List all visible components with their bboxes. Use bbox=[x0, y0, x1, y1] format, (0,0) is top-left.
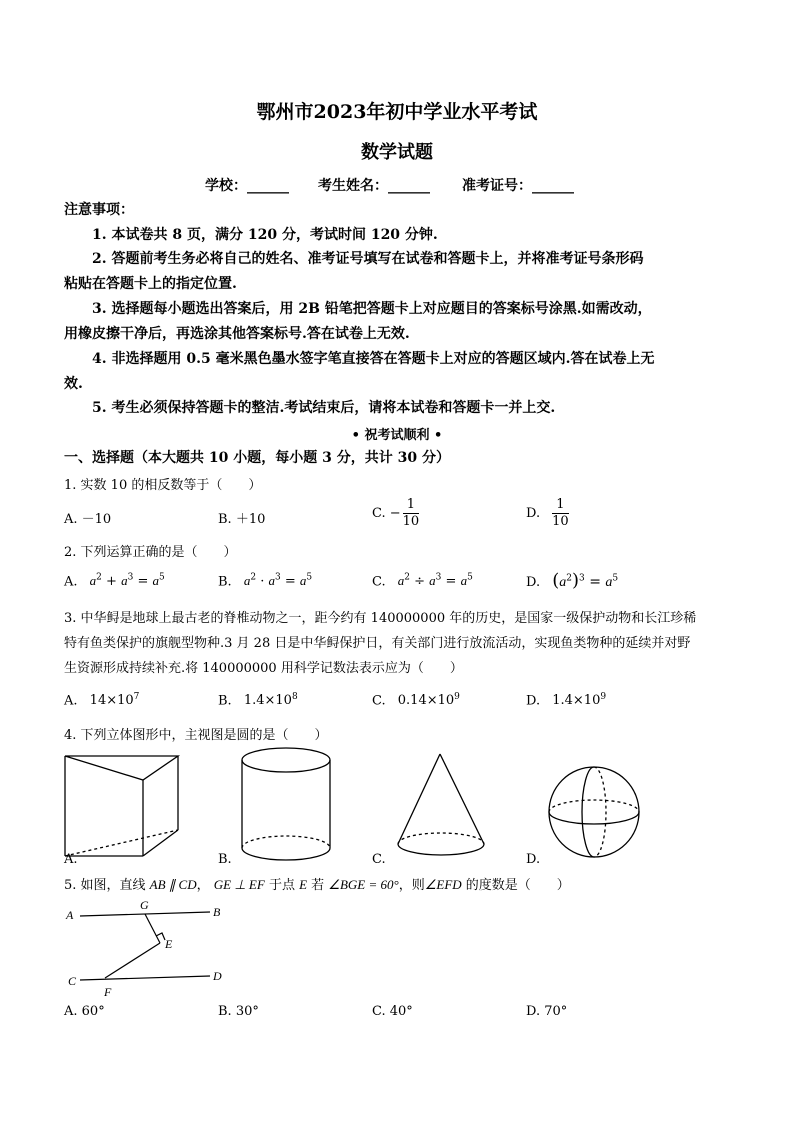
note-1: 1. 本试卷共 8 页，满分 120 分，考试时间 120 分钟. bbox=[92, 227, 438, 243]
q4-option-c[interactable]: C. bbox=[372, 852, 386, 867]
note-2-line1: 2. 答题前考生务必将自己的姓名、准考证号填写在试卷和答题卡上，并将准考证号条形码 bbox=[92, 251, 644, 267]
q2-d-label: D. bbox=[526, 575, 541, 590]
q5-angle-efd: ∠EFD bbox=[424, 877, 462, 892]
q3-stem-line3: 生资源形成持续补充.将 140000000 用科学记数法表示应为（ ） bbox=[64, 661, 463, 676]
cylinder-figure[interactable] bbox=[236, 744, 336, 866]
exam-title: 鄂州市2023年初中学业水平考试 bbox=[256, 101, 538, 123]
q1-stem: 1. 实数 10 的相反数等于（ ） bbox=[64, 478, 262, 493]
q2-option-c[interactable] bbox=[372, 573, 473, 589]
q1-d-numerator: 1 bbox=[552, 497, 569, 514]
q5-stem-part3: 于点 bbox=[264, 878, 300, 893]
q4-option-b[interactable]: B. bbox=[218, 852, 232, 867]
q5-point-e: E bbox=[299, 877, 308, 892]
q1-option-c-fraction bbox=[403, 497, 420, 530]
label-d: D bbox=[213, 969, 222, 983]
q3-option-d[interactable] bbox=[526, 692, 606, 708]
label-c: C bbox=[68, 974, 77, 988]
q2-d-expression: $(a^2)^3 = a^5$ bbox=[552, 570, 619, 591]
q3-c-base: 0.14×10 bbox=[397, 693, 455, 709]
q3-c-label: C. bbox=[372, 693, 386, 709]
q3-a-base: 14×10 bbox=[89, 693, 134, 709]
q2-stem: 2. 下列运算正确的是（ ） bbox=[64, 545, 237, 560]
q1-d-denominator: 10 bbox=[552, 514, 569, 529]
q1-c-denominator: 10 bbox=[402, 514, 420, 529]
q5-parallel-lines: AB ∥ CD bbox=[149, 877, 197, 892]
q3-a-exponent: 7 bbox=[133, 692, 140, 702]
label-g: G bbox=[140, 898, 149, 912]
label-b: B bbox=[213, 905, 221, 919]
q2-option-d[interactable] bbox=[526, 570, 618, 591]
q4-stem: 4. 下列立体图形中，主视图是圆的是（ ） bbox=[64, 728, 328, 743]
q3-d-base: 1.4×10 bbox=[552, 693, 601, 709]
q3-option-b[interactable] bbox=[218, 692, 298, 708]
q2-option-b[interactable] bbox=[218, 573, 312, 589]
q2-b-expression: $a^2 \cdot a^3 = a^5$ bbox=[243, 573, 313, 590]
note-5: 5. 考生必须保持答题卡的整洁.考试结束后，请将本试卷和答题卡一并上交. bbox=[92, 400, 556, 416]
q3-stem-line2: 特有鱼类保护的旗舰型物种.3 月 28 日是中华鲟保护日，有关部门进行放流活动，实现鱼类物种的延续并对野 bbox=[64, 636, 691, 651]
q3-option-c[interactable] bbox=[372, 692, 460, 708]
q3-c-exponent: 9 bbox=[454, 692, 460, 702]
q1-option-a[interactable]: A. －10 bbox=[64, 512, 112, 527]
name-field: 考生姓名：______ bbox=[318, 178, 430, 194]
q1-option-d[interactable] bbox=[526, 497, 569, 530]
note-2-line2: 粘贴在答题卡上的指定位置. bbox=[64, 276, 237, 292]
q5-stem bbox=[64, 874, 570, 893]
q1-c-numerator: 1 bbox=[403, 497, 420, 514]
note-4-line2: 效. bbox=[64, 376, 83, 392]
q5-stem-part2: ， bbox=[196, 878, 214, 893]
school-field: 学校：______ bbox=[205, 178, 289, 194]
label-e: E bbox=[165, 937, 173, 951]
label-a: A bbox=[66, 908, 74, 922]
q5-perpendicular: GE ⊥ EF bbox=[213, 877, 265, 892]
q4-option-d[interactable]: D. bbox=[526, 852, 541, 867]
q2-a-label: A. bbox=[64, 574, 78, 590]
q3-a-label: A. bbox=[64, 693, 78, 709]
q2-c-label: C. bbox=[372, 574, 386, 590]
q5-stem-part1: 5. 如图，直线 bbox=[64, 878, 150, 893]
q1-option-d-prefix: D. bbox=[526, 506, 541, 521]
q3-d-exponent: 9 bbox=[600, 692, 607, 702]
q1-option-d-fraction bbox=[552, 497, 569, 530]
exam-subtitle: 数学试题 bbox=[361, 142, 433, 163]
q5-option-c[interactable]: C. 40° bbox=[372, 1004, 413, 1019]
q1-option-b[interactable]: B. ＋10 bbox=[218, 512, 266, 527]
notes-heading: 注意事项： bbox=[64, 202, 134, 218]
q2-option-a[interactable] bbox=[64, 573, 165, 589]
q3-b-base: 1.4×10 bbox=[243, 693, 292, 709]
sphere-figure[interactable] bbox=[546, 764, 646, 864]
q3-b-exponent: 8 bbox=[291, 692, 298, 702]
cone-figure[interactable] bbox=[392, 748, 492, 866]
q3-b-label: B. bbox=[218, 693, 232, 709]
q5-option-d[interactable]: D. 70° bbox=[526, 1004, 568, 1019]
q5-stem-part6: 的度数是（ ） bbox=[461, 878, 570, 893]
note-4-line1: 4. 非选择题用 0.5 毫米黑色墨水签字笔直接答在答题卡上对应的答题区域内.答在试卷上无 bbox=[92, 351, 655, 367]
q3-d-label: D. bbox=[526, 693, 541, 709]
good-luck: • 祝考试顺利 • bbox=[351, 428, 443, 443]
q2-c-expression: $a^2 \div a^3 = a^5$ bbox=[397, 573, 473, 590]
q3-stem-line1: 3. 中华鲟是地球上最古老的脊椎动物之一，距今约有 140000000 年的历史，是国家一级保护动物和长江珍稀 bbox=[64, 611, 697, 626]
label-f: F bbox=[104, 985, 112, 999]
q1-option-c[interactable] bbox=[372, 497, 419, 530]
q5-option-b[interactable]: B. 30° bbox=[218, 1004, 259, 1019]
triangular-prism-figure[interactable] bbox=[60, 748, 190, 868]
note-3-line2: 用橡皮擦干净后，再选涂其他答案标号.答在试卷上无效. bbox=[64, 326, 410, 342]
ticket-field: 准考证号：______ bbox=[462, 178, 574, 194]
q2-b-label: B. bbox=[218, 574, 232, 590]
q5-angle-bge: ∠BGE = 60° bbox=[328, 877, 399, 892]
parallel-lines-figure bbox=[64, 898, 244, 1002]
q1-option-c-prefix: C. − bbox=[372, 506, 401, 521]
q3-option-a[interactable] bbox=[64, 692, 139, 708]
q5-option-a[interactable]: A. 60° bbox=[64, 1004, 105, 1019]
q2-a-expression: $a^2 + a^3 = a^5$ bbox=[89, 573, 165, 590]
section-title: 一、选择题（本大题共 10 小题，每小题 3 分，共计 30 分） bbox=[64, 450, 450, 466]
q5-stem-part5: ，则 bbox=[398, 878, 425, 893]
q4-option-a[interactable]: A. bbox=[64, 852, 78, 867]
note-3-line1: 3. 选择题每小题选出答案后，用 2B 铅笔把答题卡上对应题目的答案标号涂黑.如需改动， bbox=[92, 301, 652, 317]
q5-stem-part4: 若 bbox=[307, 878, 329, 893]
